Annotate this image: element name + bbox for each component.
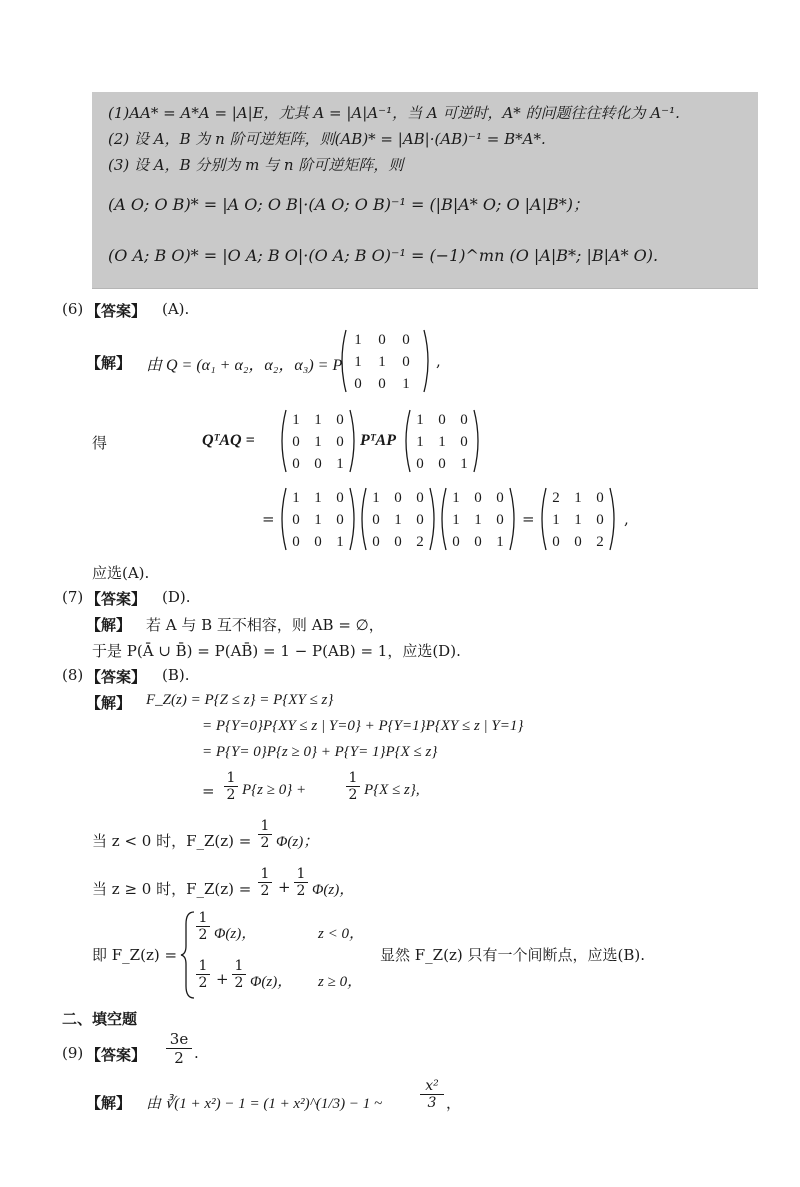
matrix-entry: 1: [574, 512, 582, 528]
half-num: 1: [198, 958, 208, 974]
q8-line-4-end: P{X ≤ z},: [364, 782, 420, 798]
half-den: 2: [196, 926, 210, 943]
q6-solution-tag: 【解】: [86, 354, 132, 372]
half-den: 2: [232, 974, 246, 991]
matrix-entry: 0: [314, 534, 322, 550]
q7-number: (7): [62, 588, 84, 606]
half-num: 1: [348, 770, 358, 786]
matrix-entry: 0: [336, 412, 344, 428]
matrix-entry: 0: [314, 456, 322, 472]
tip-box: [92, 92, 758, 289]
matrix-entry: 2: [416, 534, 424, 550]
q8-case-2-plus: +: [278, 878, 291, 896]
tip-equation-1: (A O; O B)* = |A O; O B|·(A O; O B)⁻¹ = (|B|A* O; O |A|B*)；: [108, 195, 589, 214]
q6-matrix-p-2: [402, 406, 482, 476]
half-num: 1: [234, 958, 244, 974]
half-num: 1: [260, 866, 270, 882]
q6-matrix-p-4: [438, 484, 518, 554]
q6-qtaq: QᵀAQ =: [202, 432, 255, 449]
matrix-entry: 1: [552, 512, 560, 528]
q6-get: 得: [92, 434, 108, 452]
q8-line-3: = P{Y= 0}P{z ≥ 0} + P{Y= 1}P{X ≤ z}: [202, 744, 438, 760]
matrix-entry: 1: [452, 490, 460, 506]
q8-case-2-suffix: Φ(z)，: [312, 882, 355, 898]
matrix-entry: 1: [292, 490, 300, 506]
q8-line-2: = P{Y=0}P{XY ≤ z | Y=0} + P{Y=1}P{XY ≤ z | Y=1}: [202, 718, 524, 734]
q9-tail: ，: [446, 1094, 462, 1112]
q7-answer: (D).: [162, 588, 191, 606]
matrix-entry: 1: [452, 512, 460, 528]
matrix-entry: 0: [474, 490, 482, 506]
q8-piece-plus: +: [216, 970, 229, 988]
half-den: 2: [346, 786, 360, 803]
matrix-entry: 0: [292, 456, 300, 472]
q8-line-4-eq: =: [202, 782, 215, 800]
matrix-entry: 2: [596, 534, 604, 550]
matrix-entry: 0: [372, 512, 380, 528]
matrix-entry: 0: [378, 332, 386, 348]
q9-frac-denominator: 3: [420, 1094, 444, 1111]
half-num: 1: [226, 770, 236, 786]
matrix-entry: 1: [314, 412, 322, 428]
q8-piece-cond-2: z ≥ 0，: [318, 974, 363, 990]
matrix-entry: 0: [416, 456, 424, 472]
q9-answer-denominator: 2: [166, 1048, 192, 1067]
matrix-entry: 0: [416, 512, 424, 528]
matrix-entry: 0: [596, 512, 604, 528]
matrix-entry: 0: [394, 534, 402, 550]
q8-case-1-suffix: Φ(z)；: [276, 834, 319, 850]
matrix-entry: 0: [372, 534, 380, 550]
q8-piece-row-1: Φ(z)，: [214, 926, 257, 942]
q9-number: (9): [62, 1044, 84, 1062]
matrix-entry: 0: [292, 534, 300, 550]
half-den: 2: [258, 834, 272, 851]
half-num: 1: [260, 818, 270, 834]
matrix-entry: 0: [574, 534, 582, 550]
half-den: 2: [294, 882, 308, 899]
q9-solution-tag: 【解】: [86, 1094, 132, 1112]
q7-answer-tag: 【答案】: [86, 590, 147, 608]
q8-answer: (B).: [162, 666, 190, 684]
matrix-entry: 1: [314, 512, 322, 528]
matrix-entry: 2: [552, 490, 560, 506]
matrix-entry: 0: [438, 412, 446, 428]
matrix-entry: 1: [372, 490, 380, 506]
q7-solution-line-2: 于是 P(Ā ∪ B̄) = P(AB̄) = 1 − P(AB) = 1，应选(D).: [92, 642, 461, 660]
matrix-entry: 1: [574, 490, 582, 506]
tip-line-2: (2) 设 A，B 为 n 阶可逆矩阵，则(AB)* = |AB|·(AB)⁻¹ = B*A*.: [108, 130, 546, 148]
matrix-entry: 1: [354, 354, 362, 370]
q6-matrix-a: [358, 484, 438, 554]
matrix-entry: 0: [460, 412, 468, 428]
matrix-entry: 1: [416, 434, 424, 450]
matrix-entry: 0: [474, 534, 482, 550]
tip-line-3: (3) 设 A，B 分别为 m 与 n 阶可逆矩阵，则: [108, 156, 404, 174]
q8-piece-row-2: Φ(z)，: [250, 974, 293, 990]
q6-select: 应选(A).: [92, 564, 150, 582]
matrix-entry: 0: [292, 512, 300, 528]
q8-line-1: F_Z(z) = P{Z ≤ z} = P{XY ≤ z}: [146, 692, 334, 708]
matrix-entry: 1: [336, 456, 344, 472]
matrix-entry: 1: [336, 534, 344, 550]
matrix-entry: 0: [460, 434, 468, 450]
q9-solution-line: 由 ∛(1 + x²) − 1 = (1 + x²)^(1/3) − 1 ~: [146, 1096, 383, 1112]
half-den: 2: [224, 786, 238, 803]
matrix-entry: 1: [314, 434, 322, 450]
matrix-entry: 0: [402, 354, 410, 370]
q8-case-1-prefix: 当 z < 0 时，F_Z(z) =: [92, 832, 252, 850]
matrix-entry: 0: [402, 332, 410, 348]
matrix-entry: 0: [452, 534, 460, 550]
q8-case-2-prefix: 当 z ≥ 0 时，F_Z(z) =: [92, 880, 252, 898]
matrix-entry: 0: [336, 434, 344, 450]
q8-conclusion: 显然 F_Z(z) 只有一个间断点，应选(B).: [380, 946, 645, 964]
matrix-entry: 1: [438, 434, 446, 450]
q6-answer: (A).: [162, 300, 190, 318]
q9-answer-tag: 【答案】: [86, 1046, 147, 1064]
matrix-entry: 0: [394, 490, 402, 506]
tip-equation-2: (O A; B O)* = |O A; B O|·(O A; B O)⁻¹ = (−1)^mn (O |A|B*; |B|A* O).: [108, 246, 659, 265]
q6-matrix-pt-1: [278, 406, 358, 476]
tip-line-1: (1)AA* = A*A = |A|E，尤其 A = |A|A⁻¹，当 A 可逆时，A* 的问题往往转化为 A⁻¹.: [108, 104, 680, 122]
matrix-entry: 1: [496, 534, 504, 550]
matrix-entry: 1: [354, 332, 362, 348]
section-title: 二、填空题: [62, 1010, 138, 1028]
q6-ptap: PᵀAP: [360, 432, 396, 449]
q8-piece-cond-1: z < 0，: [318, 926, 364, 942]
matrix-entry: 0: [354, 376, 362, 392]
q8-line-4-mid: P{z ≥ 0} +: [242, 782, 307, 798]
q8-solution-tag: 【解】: [86, 694, 132, 712]
matrix-entry: 1: [460, 456, 468, 472]
q6-solution-line: 由 Q = (α₁ + α₂，α₂，α₃) = P: [146, 357, 343, 374]
q6-number: (6): [62, 300, 84, 318]
matrix-entry: 1: [402, 376, 410, 392]
matrix-entry: 0: [292, 434, 300, 450]
q6-answer-tag: 【答案】: [86, 302, 147, 320]
q6-matrix-result: [538, 484, 618, 554]
q9-answer-dot: .: [194, 1044, 199, 1062]
matrix-entry: 0: [496, 512, 504, 528]
q7-solution-tag: 【解】: [86, 616, 132, 634]
half-den: 2: [196, 974, 210, 991]
matrix-entry: 0: [438, 456, 446, 472]
q9-answer-numerator: 3e: [169, 1030, 189, 1048]
matrix-entry: 1: [474, 512, 482, 528]
matrix-entry: 1: [378, 354, 386, 370]
half-num: 1: [198, 910, 208, 926]
q7-solution-line-1: 若 A 与 B 互不相容，则 AB = ∅，: [146, 616, 384, 634]
matrix-entry: 1: [314, 490, 322, 506]
half-num: 1: [296, 866, 306, 882]
matrix-entry: 1: [292, 412, 300, 428]
matrix-entry: 1: [394, 512, 402, 528]
matrix-entry: 0: [336, 490, 344, 506]
q9-frac-numerator: x²: [425, 1078, 439, 1094]
q8-piecewise-prefix: 即 F_Z(z) =: [92, 946, 178, 964]
matrix-entry: 0: [596, 490, 604, 506]
matrix-entry: 0: [416, 490, 424, 506]
matrix-entry: 1: [416, 412, 424, 428]
matrix-entry: 0: [552, 534, 560, 550]
q8-number: (8): [62, 666, 84, 684]
q6-matrix-p: [336, 326, 446, 396]
q6-matrix-pt-3: [278, 484, 358, 554]
q8-answer-tag: 【答案】: [86, 668, 147, 686]
matrix-entry: 0: [336, 512, 344, 528]
matrix-entry: 0: [378, 376, 386, 392]
half-den: 2: [258, 882, 272, 899]
matrix-entry: 0: [496, 490, 504, 506]
